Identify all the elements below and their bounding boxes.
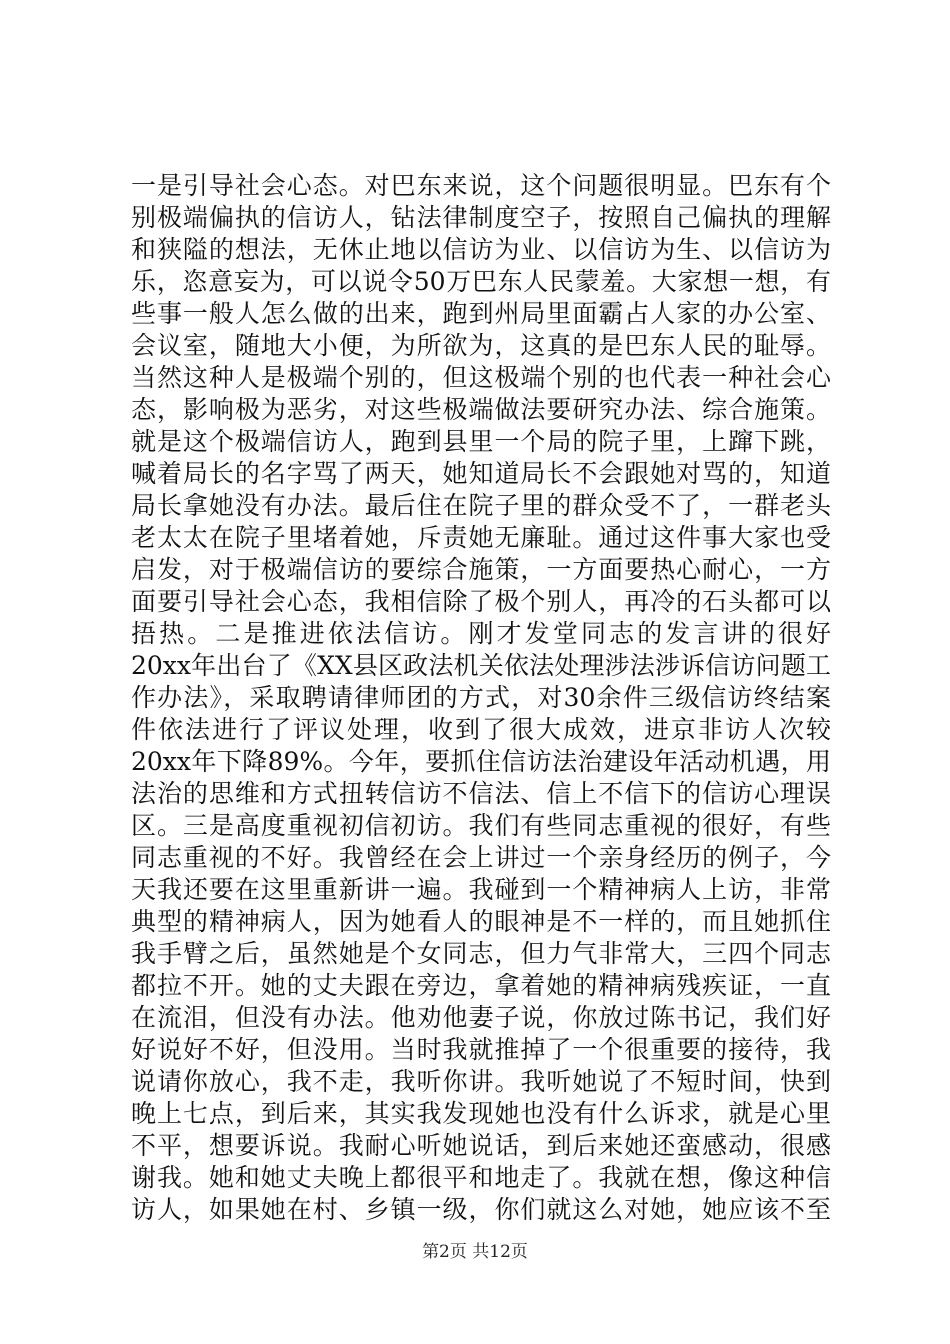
text-line: 20xx年出台了《XX县区政法机关依法处理涉法涉诉信访问题工: [131, 651, 831, 680]
text-line: 当然这种人是极端个别的，但这极端个别的也代表一种社会心: [131, 363, 831, 392]
text-line: 件依法进行了评议处理，收到了很大成效，进京非访人次较: [131, 715, 831, 744]
text-line: 一是引导社会心态。对巴东来说，这个问题很明显。巴东有个: [131, 171, 831, 200]
text-line: 态，影响极为恶劣，对这些极端做法要研究办法、综合施策。: [131, 395, 831, 424]
text-line: 不平，想要诉说。我耐心听她说话，到后来她还蛮感动，很感: [131, 1131, 831, 1160]
text-line: 我手臂之后，虽然她是个女同志，但力气非常大，三四个同志: [131, 939, 831, 968]
text-line: 喊着局长的名字骂了两天，她知道局长不会跟她对骂的，知道: [131, 459, 831, 488]
text-line: 会议室，随地大小便，为所欲为，这真的是巴东人民的耻辱。: [131, 331, 831, 360]
text-line: 谢我。她和她丈夫晚上都很平和地走了。我就在想，像这种信: [131, 1163, 831, 1192]
text-line: 启发，对于极端信访的要综合施策，一方面要热心耐心，一方: [131, 555, 831, 584]
text-line: 访人，如果她在村、乡镇一级，你们就这么对她，她应该不至: [131, 1195, 831, 1224]
text-line: 别极端偏执的信访人，钻法律制度空子，按照自己偏执的理解: [131, 203, 831, 232]
text-line: 作办法》，采取聘请律师团的方式，对30余件三级信访终结案: [131, 683, 831, 712]
text-line: 天我还要在这里重新讲一遍。我碰到一个精神病人上访，非常: [131, 875, 831, 904]
body-text: [131, 170, 831, 1226]
text-line: 在流泪，但没有办法。他劝他妻子说，你放过陈书记，我们好: [131, 1003, 831, 1032]
text-line: 说请你放心，我不走，我听你讲。我听她说了不短时间，快到: [131, 1067, 831, 1096]
text-line: 同志重视的不好。我曾经在会上讲过一个亲身经历的例子，今: [131, 843, 831, 872]
text-line: 和狭隘的想法，无休止地以信访为业、以信访为生、以信访为: [131, 235, 831, 264]
text-line: 晚上七点，到后来，其实我发现她也没有什么诉求，就是心里: [131, 1099, 831, 1128]
text-line: 捂热。二是推进依法信访。刚才发堂同志的发言讲的很好: [131, 619, 831, 648]
text-line: 乐，恣意妄为，可以说令50万巴东人民蒙羞。大家想一想，有: [131, 267, 831, 296]
text-line: 好说好不好，但没用。当时我就推掉了一个很重要的接待，我: [131, 1035, 831, 1064]
text-line: 就是这个极端信访人，跑到县里一个局的院子里，上蹿下跳，: [131, 427, 831, 456]
text-line: 法治的思维和方式扭转信访不信法、信上不信下的信访心理误: [131, 779, 831, 808]
text-line: 局长拿她没有办法。最后住在院子里的群众受不了，一群老头: [131, 491, 831, 520]
page-footer: 第2页 共12页: [422, 1242, 528, 1262]
text-line: 老太太在院子里堵着她，斥责她无廉耻。通过这件事大家也受: [131, 523, 831, 552]
text-line: 面要引导社会心态，我相信除了极个别人，再冷的石头都可以: [131, 587, 831, 616]
text-line: 都拉不开。她的丈夫跟在旁边，拿着她的精神病残疾证，一直: [131, 971, 831, 1000]
text-line: 20xx年下降89%。今年，要抓住信访法治建设年活动机遇，用: [131, 747, 831, 776]
text-line: 区。三是高度重视初信初访。我们有些同志重视的很好，有些: [131, 811, 831, 840]
text-line: 些事一般人怎么做的出来，跑到州局里面霸占人家的办公室、: [131, 299, 831, 328]
text-line: 典型的精神病人，因为她看人的眼神是不一样的，而且她抓住: [131, 907, 831, 936]
